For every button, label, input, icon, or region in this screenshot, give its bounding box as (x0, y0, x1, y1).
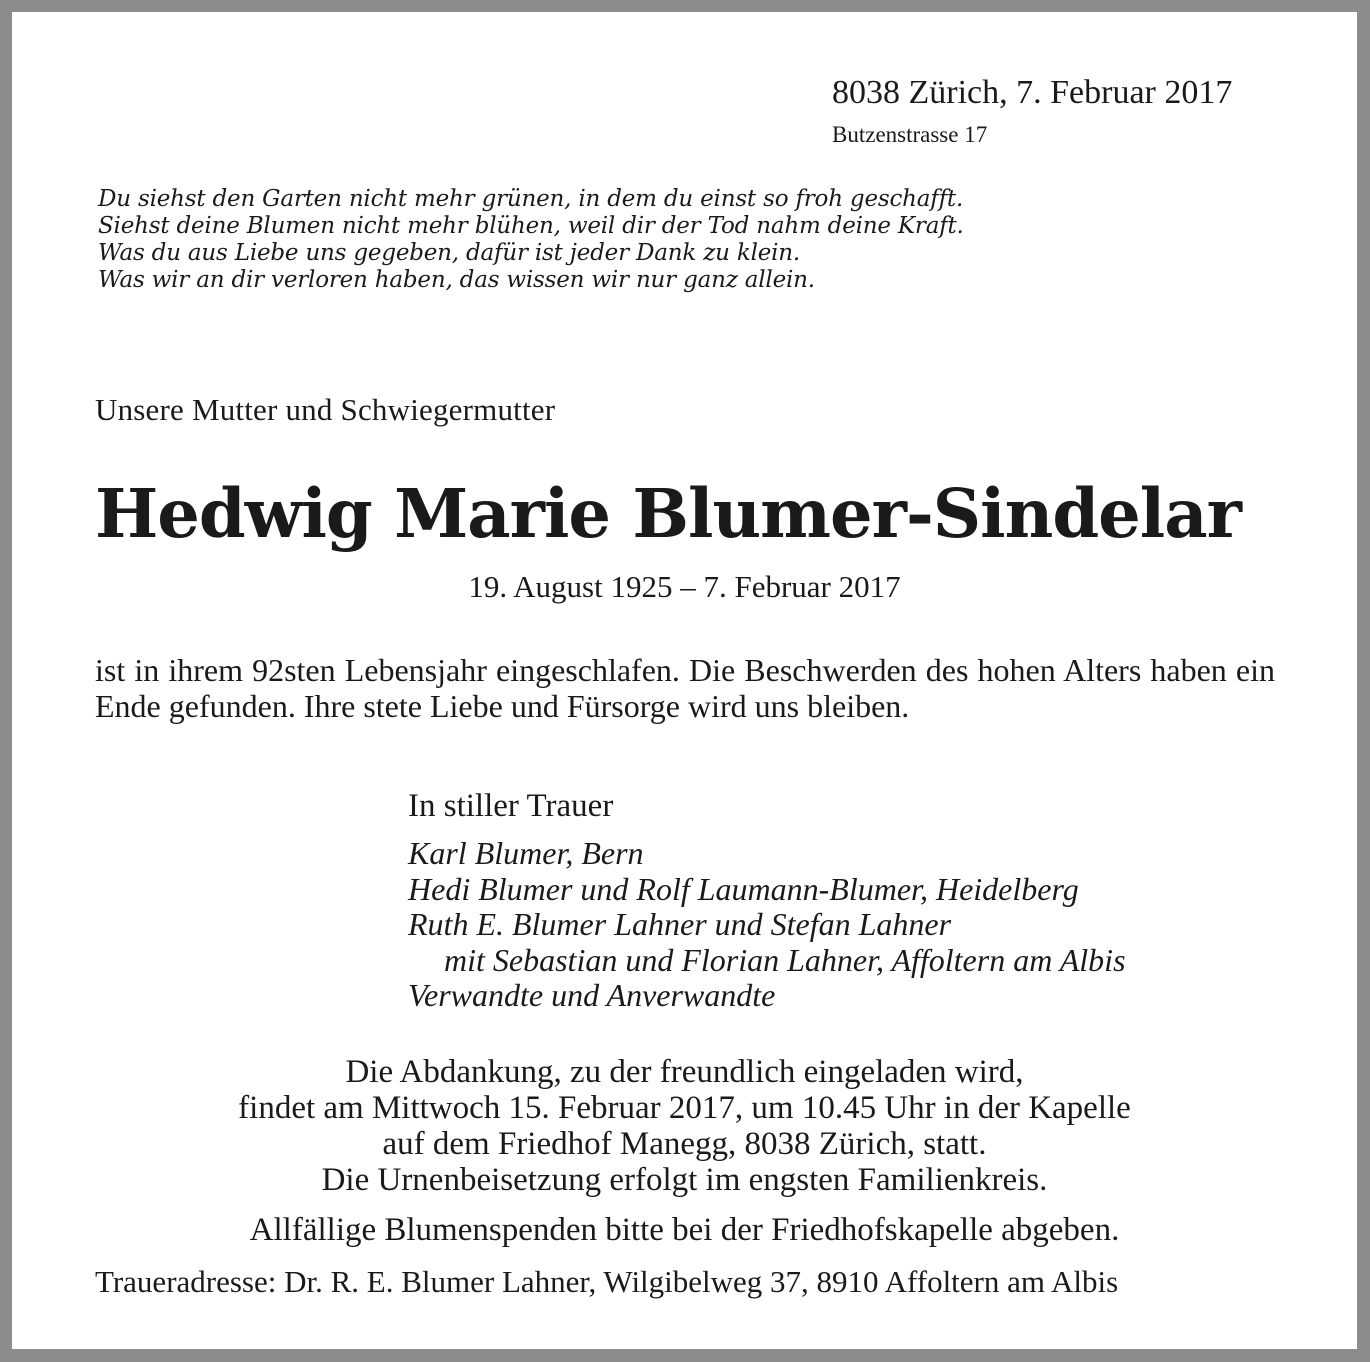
service-line: Die Urnenbeisetzung erfolgt im engsten Familienkreis. (321, 1162, 1048, 1198)
service-line: Die Abdankung, zu der freundlich eingeladen wird, (345, 1054, 1024, 1090)
service-line: findet am Mittwoch 15. Februar 2017, um 10.45 Uhr in der Kapelle (238, 1090, 1131, 1126)
street-address: Butzenstrasse 17 (832, 122, 988, 147)
mourner-entry: Karl Blumer, Bern (408, 835, 644, 871)
obituary-notice (12, 12, 1357, 1349)
poem-line: Was wir an dir verloren haben, das wissen wir nur ganz allein. (98, 267, 815, 293)
place-date: 8038 Zürich, 7. Februar 2017 (832, 74, 1233, 111)
poem (98, 186, 964, 294)
poem-line: Was du aus Liebe uns gegeben, dafür ist jeder Dank zu klein. (98, 240, 801, 266)
poem-line: Siehst deine Blumen nicht mehr blühen, weil dir der Tod nahm deine Kraft. (98, 213, 964, 239)
service-line: auf dem Friedhof Manegg, 8038 Zürich, statt. (382, 1126, 987, 1162)
mourner-entry: Verwandte und Anverwandte (408, 977, 776, 1013)
poem-line: Du siehst den Garten nicht mehr grünen, in dem du einst so froh geschafft. (98, 186, 964, 212)
lifespan-dates: 19. August 1925 – 7. Februar 2017 (468, 569, 901, 604)
mourner-entry: Hedi Blumer und Rolf Laumann-Blumer, Heidelberg (408, 870, 1079, 907)
service-details (12, 1054, 1357, 1198)
mourner-entry: Ruth E. Blumer Lahner und Stefan Lahner (408, 906, 952, 942)
mourners-list (408, 836, 1126, 1014)
intro-text: Unsere Mutter und Schwiegermutter (95, 392, 556, 427)
flowers-note: Allfällige Blumenspenden bitte bei der Friedhofskapelle abgeben. (249, 1212, 1120, 1248)
announcement-paragraph: ist in ihrem 92sten Lebensjahr eingeschlafen. Die Beschwerden des hohen Alters haben ein Ende gefunden. Ihre stete Liebe und Fürsorge wird uns bleiben. (95, 652, 1275, 724)
mourning-address: Traueradresse: Dr. R. E. Blumer Lahner, Wilgibelweg 37, 8910 Affoltern am Albis (95, 1264, 1119, 1299)
mourner-entry: mit Sebastian und Florian Lahner, Affoltern am Albis (444, 941, 1126, 978)
deceased-name: Hedwig Marie Blumer-Sindelar (95, 474, 1241, 553)
mourning-heading: In stiller Trauer (408, 788, 614, 824)
